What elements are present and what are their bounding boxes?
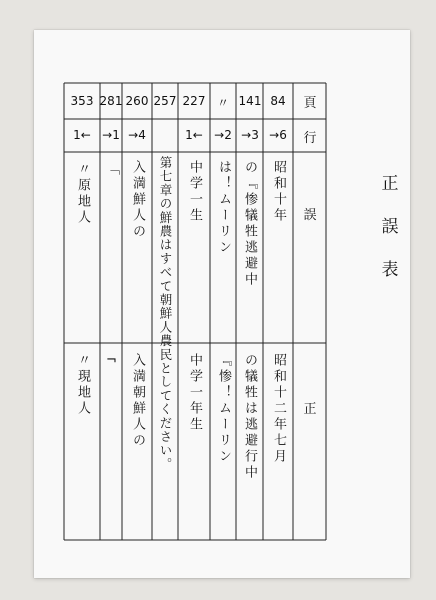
right-text: 昭和十二年七月: [271, 353, 286, 465]
errata-card: [34, 30, 410, 578]
line-number: 1←: [185, 128, 203, 142]
wrong-text: 中学一生: [187, 160, 202, 224]
wrong-text: 入満鮮人の: [130, 160, 145, 240]
page-number: 353: [70, 94, 94, 108]
page-number: 84: [270, 94, 286, 108]
right-text: ¬: [104, 353, 119, 371]
page-number: 227: [182, 94, 206, 108]
right-text: 『惨！ムーリン: [216, 353, 231, 465]
line-number: →2: [214, 128, 232, 142]
wrong-text: は！ムーリン: [216, 160, 231, 256]
header-page: 頁: [303, 96, 317, 111]
page-number: 257: [153, 94, 177, 108]
right-text: 入満朝鮮人の: [130, 353, 145, 449]
title-char-3: 表: [381, 260, 399, 280]
title-char-1: 正: [381, 174, 399, 194]
wrong-text: 第七章の鮮農はすべて朝鮮人農民としてください。: [158, 156, 173, 472]
line-number: 1←: [73, 128, 91, 142]
page-number: 141: [238, 94, 262, 108]
wrong-text: の『惨犠牲逃避中: [242, 160, 257, 288]
wrong-text: 昭和十年: [271, 160, 286, 224]
header-wrong: 誤: [303, 208, 317, 223]
line-number: →1: [102, 128, 120, 142]
right-text: 中学一年生: [187, 353, 202, 433]
wrong-text: 「: [104, 162, 119, 178]
header-right: 正: [303, 402, 317, 417]
line-number: →4: [128, 128, 146, 142]
wrong-text: 〃原地人: [75, 162, 90, 226]
right-text: 〃現地人: [75, 353, 90, 417]
line-number: →3: [241, 128, 259, 142]
page-number: 281: [99, 94, 123, 108]
page-number: 〃: [216, 96, 229, 110]
page-number: 260: [125, 94, 149, 108]
line-number: →6: [269, 128, 287, 142]
right-text: の犠牲は逃避行中: [242, 353, 257, 481]
title-char-2: 誤: [381, 217, 399, 237]
errata-table-grid: [34, 30, 410, 578]
header-line: 行: [303, 131, 317, 146]
